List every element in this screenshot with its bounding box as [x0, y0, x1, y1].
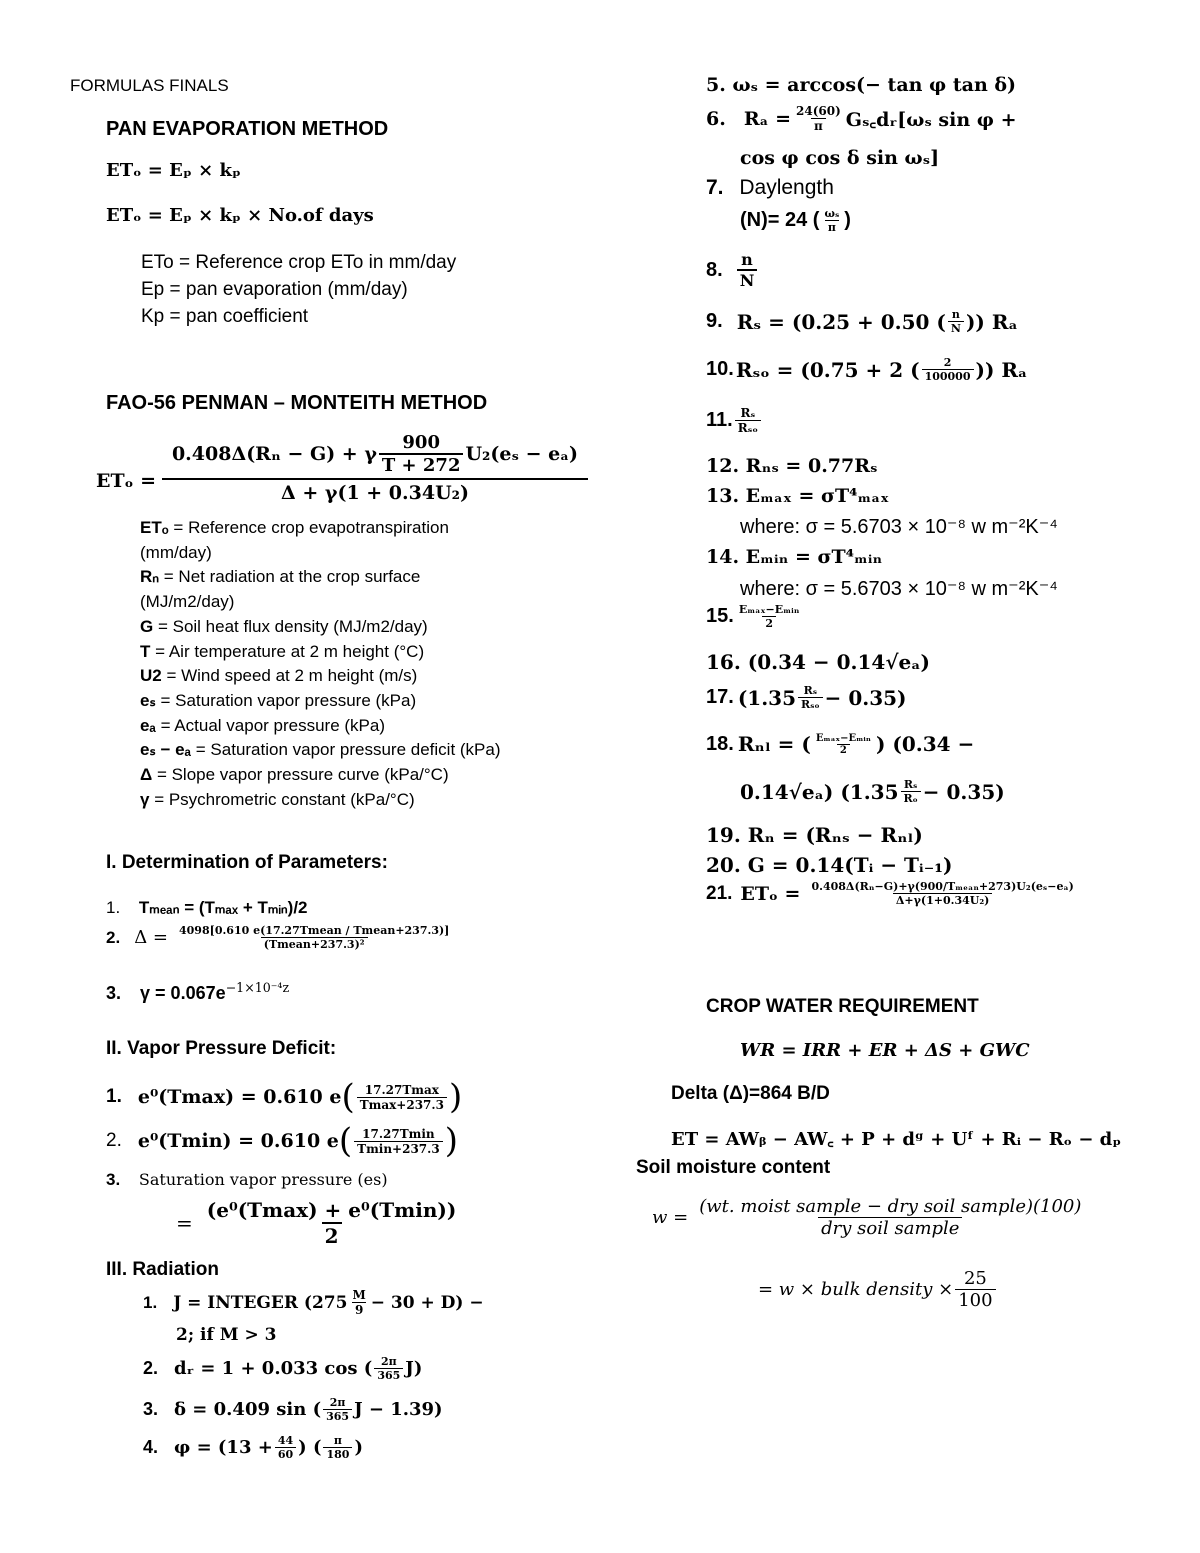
r18a: Rₙₗ = ( [737, 732, 811, 756]
r10-num: 10. [706, 358, 734, 380]
right-r13-where: where: σ = 5.6703 × 10⁻⁸ w m⁻²K⁻⁴ [740, 516, 1058, 538]
vpd-i3-fd: 2 [322, 1222, 342, 1248]
fao-def-text: = Saturation vapor pressure (kPa) [155, 690, 417, 710]
rad-r1-num: 1. [143, 1292, 158, 1312]
r7-fn: ωₛ [824, 207, 840, 220]
r15-num: 15. [706, 605, 734, 627]
params-i2-numerator: 4098[0.610 e(17.27Tmean / Tmean+237.3)] [179, 924, 450, 937]
r8-num: 8. [706, 258, 723, 281]
fao-def-text: = Wind speed at 2 m height (m/s) [161, 666, 418, 686]
r7-fd: π [825, 220, 839, 234]
r15-fraction [736, 603, 803, 630]
right-r20: 20. G = 0.14(Tᵢ − Tᵢ₋₁) [706, 853, 953, 877]
rad-r2-fraction [374, 1355, 403, 1382]
cwr-delta: Delta (Δ)=864 B/D [671, 1083, 830, 1104]
right-r11 [706, 406, 763, 435]
r8-fd: N [737, 269, 758, 290]
fao-def-text: (mm/day) [140, 542, 212, 562]
rad-r4b: ) ( [298, 1437, 322, 1458]
right-r15 [706, 603, 805, 630]
r18b: ) (0.34 − [876, 732, 975, 756]
fao-denominator: Δ + γ(1 + 0.34U₂) [162, 478, 588, 504]
fao-def-symbol: γ [140, 789, 150, 809]
r10-fraction [922, 356, 974, 383]
r18-fn2: Rₛ [903, 778, 918, 791]
right-r10 [706, 356, 1027, 383]
rad-r4-num: 4. [143, 1437, 159, 1457]
rad-r3-fd: 365 [323, 1409, 352, 1423]
right-r5: 5. ωₛ = arccos(− tan φ tan δ) [706, 74, 1017, 96]
cwr-et: ET = AWᵦ − AW꜀ + P + dᵍ + Uᶠ + Rᵢ − Rₒ − dₚ [671, 1129, 1122, 1150]
radiation-item-1 [143, 1288, 484, 1317]
r18c: 0.14√eₐ) (1.35 [740, 779, 899, 804]
r9-fraction [948, 308, 964, 335]
vpd-i3-fraction [201, 1198, 463, 1248]
rad-r3a: δ = 0.409 sin ( [174, 1399, 322, 1420]
fao-definition-row [140, 738, 501, 763]
radiation-item-2 [143, 1355, 422, 1382]
rad-r4-fd2: 180 [323, 1447, 352, 1461]
vpd-i1-fn: 17.27Tmax [364, 1082, 439, 1097]
params-item-2 [106, 924, 454, 951]
fao-def-symbol: ETₒ [140, 518, 169, 537]
fao-definitions [140, 516, 501, 812]
cwr-w2-fn: 25 [963, 1268, 987, 1289]
fao-definition-row [140, 565, 501, 590]
right-r19: 19. Rₙ = (Rₙₛ − Rₙₗ) [706, 823, 923, 847]
rad-r4-fraction [275, 1434, 296, 1461]
cwr-w2a: = w × bulk density × [758, 1279, 954, 1300]
rad-r2-fd: 365 [374, 1368, 403, 1382]
rad-r1a: J = INTEGER (275 [173, 1292, 348, 1313]
r8-fn: n [741, 250, 753, 269]
r6-fraction [793, 104, 844, 133]
r10-fn: 2 [943, 356, 952, 369]
fao-definition-row [140, 541, 501, 566]
fao-def-symbol: eₛ − eₐ [140, 740, 192, 760]
rad-r3-fn: 2π [329, 1396, 346, 1409]
cwr-wr: WR = IRR + ER + ΔS + GWC [740, 1040, 1030, 1061]
r7b: ) [844, 209, 851, 231]
fao-definition-row [140, 640, 501, 665]
r17-fn: Rₛ [803, 684, 818, 697]
rad-r4-fd: 60 [275, 1447, 296, 1461]
r11-fn: Rₛ [740, 406, 756, 420]
fao-def-text: = Slope vapor pressure curve (kPa/°C) [152, 765, 449, 785]
fao-def-symbol: T [140, 641, 151, 661]
cwr-w-fn: (wt. moist sample − dry soil sample)(100) [699, 1196, 1082, 1217]
params-i1: Tₘₑₐₙ = (Tₘₐₓ + Tₘᵢₙ)/2 [138, 898, 308, 917]
vpd-i2-fn: 17.27Tmin [362, 1126, 435, 1141]
r6-fn: 24(60) [796, 104, 841, 118]
fao-def-text: = Soil heat flux density (MJ/m2/day) [153, 616, 428, 636]
cwr-w-fraction [696, 1196, 1084, 1239]
vpd-i2-fraction [354, 1127, 443, 1156]
r6-num: 6. [706, 107, 726, 130]
params-i1-num: 1. [106, 898, 121, 917]
pan-heading: PAN EVAPORATION METHOD [106, 118, 389, 140]
params-item-1 [106, 898, 308, 918]
right-r14-where: where: σ = 5.6703 × 10⁻⁸ w m⁻²K⁻⁴ [740, 578, 1058, 600]
r21-num: 21. [706, 882, 733, 904]
r10b: )) Rₐ [975, 357, 1028, 382]
fao-def-symbol: G [140, 616, 154, 636]
rad-r3b: J − 1.39) [354, 1399, 443, 1420]
vpd-i3-equation [176, 1198, 464, 1248]
vpd-item-1: 1. e⁰(Tmax) = 0.610 e ( $\frac{17.27Tmax}{Tmax+237.3}$ ) [106, 1077, 463, 1117]
right-r16: 16. (0.34 − 0.14√eₐ) [706, 650, 930, 674]
fao-def-text: = Net radiation at the crop surface [159, 567, 421, 587]
rad-r1c: 2; if M > 3 [176, 1325, 277, 1345]
rad-r4-fn: 44 [277, 1434, 294, 1447]
params-item-3 [106, 980, 289, 1004]
r11-fraction [735, 406, 761, 435]
r7-equation [740, 207, 851, 234]
fao-definition-row [140, 615, 501, 640]
r18d: − 0.35) [922, 779, 1005, 804]
fao-def-text: = Psychrometric constant (kPa/°C) [149, 789, 415, 809]
rad-r2-fn: 2π [380, 1355, 397, 1368]
vpd-i3-fn: (e⁰(Tmax) + e⁰(Tmin)) [206, 1198, 457, 1222]
cwr-w2-fd: 100 [955, 1289, 995, 1311]
r9-fn: n [951, 308, 960, 321]
cwr-smc-heading: Soil moisture content [636, 1157, 831, 1178]
r21-fd: Δ+γ(1+0.34U₂) [893, 893, 993, 907]
vpd-i2-num: 2. [106, 1130, 122, 1151]
r21-fn: 0.408Δ(Rₙ−G)+γ(900/Tₘₑₐₙ+273)U₂(eₛ−eₐ) [811, 880, 1074, 893]
fao-definition-row [140, 664, 501, 689]
params-i2-lhs: Δ = [134, 927, 168, 948]
fao-lhs: ETₒ = [96, 470, 157, 492]
fao-numerator-a: 0.408Δ(Rₙ − G) + γ [171, 443, 377, 465]
r8-fraction [737, 250, 758, 290]
r11-num: 11. [706, 409, 733, 431]
fao-900: 900 [402, 432, 440, 453]
fao-definition-row [140, 590, 501, 615]
right-r12: 12. Rₙₛ = 0.77Rₛ [706, 455, 878, 477]
r18-fd: 2 [837, 744, 850, 756]
pan-def1: ETo = Reference crop ETo in mm/day [141, 252, 457, 273]
fao-definition-row [140, 763, 501, 788]
r9a: Rₛ = (0.25 + 0.50 ( [736, 309, 946, 334]
radiation-heading: III. Radiation [106, 1259, 219, 1280]
right-r6 [706, 104, 1017, 133]
r9-fd: N [948, 321, 964, 335]
fao-definition-row [140, 714, 501, 739]
radiation-item-4 [143, 1434, 363, 1461]
r18-fraction [813, 733, 874, 756]
r10-fd: 100000 [922, 369, 974, 383]
rad-r2b: J) [405, 1358, 423, 1379]
r18-num: 18. [706, 732, 734, 755]
right-r9 [706, 308, 1018, 335]
r17a: (1.35 [737, 685, 796, 710]
r15-fn: Eₘₐₓ−Eₘᵢₙ [738, 603, 800, 616]
fao-def-symbol: Rₙ [140, 567, 160, 587]
vpd-i1-fd: Tmax+237.3 [357, 1097, 447, 1112]
vpd-i2-lhs: e⁰(Tmin) = 0.610 e [137, 1130, 339, 1152]
r6c: cos φ cos δ sin ωₛ] [740, 147, 940, 169]
r7-num: 7. [706, 176, 724, 199]
r9b: )) Rₐ [965, 309, 1018, 334]
cwr-heading: CROP WATER REQUIREMENT [706, 996, 979, 1017]
r6-fd: π [811, 118, 826, 133]
r15-fd: 2 [762, 616, 776, 630]
pan-eq2: ETₒ = Eₚ × kₚ × No.of days [106, 205, 374, 226]
fao-def-symbol: U2 [140, 666, 162, 686]
pan-def3: Kp = pan coefficient [141, 306, 309, 327]
vpd-i3-num: 3. [106, 1170, 121, 1189]
right-r17 [706, 684, 907, 711]
r7-label: Daylength [739, 176, 834, 199]
cwr-w-lhs: w = [652, 1207, 689, 1228]
rad-r1b: − 30 + D) − [370, 1292, 484, 1313]
rad-r4-fn2: π [333, 1434, 342, 1447]
params-i3-exp: −1×10⁻⁴z [225, 980, 290, 995]
right-r8 [706, 250, 759, 290]
fao-def-text: = Saturation vapor pressure deficit (kPa) [191, 740, 501, 760]
r11-fd: Rₛₒ [735, 420, 761, 435]
fao-numerator-b: U₂(eₛ − eₐ) [465, 443, 579, 465]
rad-r2a: dᵣ = 1 + 0.033 cos ( [174, 1358, 373, 1379]
r17b: − 0.35) [824, 685, 907, 710]
fao-t272: T + 272 [379, 453, 464, 476]
rad-r4-fraction-2 [323, 1434, 352, 1461]
page-header: FORMULAS FINALS [70, 76, 229, 95]
fao-def-symbol: eₐ [140, 715, 156, 735]
cwr-w-fd: dry soil sample [818, 1217, 962, 1239]
pan-def2: Ep = pan evaporation (mm/day) [141, 279, 408, 300]
pan-eq1: ETₒ = Eₚ × kₚ [106, 160, 241, 181]
params-i2-fraction [176, 924, 452, 951]
radiation-item-3 [143, 1396, 443, 1423]
vpd-item-2: 2. e⁰(Tmin) = 0.610 e ( $\frac{17.27Tmin}{Tmin+237.3}$ ) [106, 1121, 458, 1161]
fao-def-text: = Air temperature at 2 m height (°C) [150, 641, 425, 661]
rad-r1-fraction [349, 1288, 368, 1317]
params-heading: I. Determination of Parameters: [106, 852, 388, 873]
fao-def-symbol: Δ [140, 765, 153, 785]
fao-def-symbol: eₛ [140, 690, 156, 710]
vpd-i2-fd: Tmin+237.3 [354, 1141, 443, 1156]
right-r18 [706, 732, 974, 756]
rad-r2-num: 2. [143, 1358, 159, 1378]
vpd-item-3 [106, 1170, 388, 1190]
r17-num: 17. [706, 686, 734, 708]
r18-fn: Eₘₐₓ−Eₘᵢₙ [815, 732, 871, 744]
rad-r1-fd: 9 [352, 1302, 366, 1317]
cwr-w-equation [652, 1196, 1086, 1239]
params-i2-denominator: (Tmean+237.3)² [261, 937, 368, 951]
right-r18-line2 [740, 778, 1005, 805]
fao-heading: FAO-56 PENMAN – MONTEITH METHOD [106, 392, 488, 414]
right-r14: 14. Eₘᵢₙ = σT⁴ₘᵢₙ [706, 546, 883, 568]
fao-definition-row [140, 516, 501, 541]
right-r13: 13. Eₘₐₓ = σT⁴ₘₐₓ [706, 485, 890, 507]
rad-r4c: ) [354, 1437, 363, 1458]
vpd-i1-lhs: e⁰(Tmax) = 0.610 e [137, 1086, 342, 1108]
rad-r1-fn: M [352, 1288, 366, 1302]
vpd-i3-eq: = [176, 1211, 193, 1235]
fao-def-text: (MJ/m2/day) [140, 592, 235, 612]
r18-fraction-2 [901, 778, 921, 805]
fao-def-text: = Reference crop evapotranspiration [168, 518, 449, 537]
r9-num: 9. [706, 310, 723, 332]
right-r21 [706, 880, 1079, 907]
r6a: Rₐ = [743, 107, 792, 130]
fao-900-fraction [379, 432, 464, 476]
r7a: (N)= 24 ( [740, 209, 820, 231]
r7-fraction [821, 207, 842, 234]
vpd-i3-label: Saturation vapor pressure (es) [138, 1170, 388, 1189]
params-i3-num: 3. [106, 983, 122, 1003]
r10a: Rₛₒ = (0.75 + 2 ( [735, 357, 920, 382]
rad-r3-fraction [323, 1396, 352, 1423]
r6b: Gₛ꜀dᵣ[ωₛ sin φ + [845, 108, 1017, 131]
fao-definition-row [140, 689, 501, 714]
r17-fd: Rₛₒ [798, 697, 823, 711]
params-i2-num: 2. [106, 927, 121, 947]
fao-definition-row [140, 788, 501, 813]
fao-def-text: = Actual vapor pressure (kPa) [155, 715, 386, 735]
vpd-heading: II. Vapor Pressure Deficit: [106, 1038, 337, 1059]
vpd-i1-fraction [357, 1083, 447, 1112]
cwr-w2-equation [758, 1268, 998, 1311]
rad-r3-num: 3. [143, 1399, 159, 1419]
r21-fraction [808, 880, 1076, 907]
r17-fraction [798, 684, 823, 711]
params-i3: γ = 0.067e [140, 983, 226, 1003]
rad-r4a: φ = (13 + [174, 1437, 273, 1458]
r21a: ETₒ = [740, 882, 801, 905]
vpd-i1-num: 1. [106, 1086, 122, 1107]
right-r7 [706, 176, 834, 200]
r18-fd2: Rₒ [901, 791, 921, 805]
cwr-w2-fraction [955, 1268, 995, 1311]
fao-equation [162, 432, 588, 504]
